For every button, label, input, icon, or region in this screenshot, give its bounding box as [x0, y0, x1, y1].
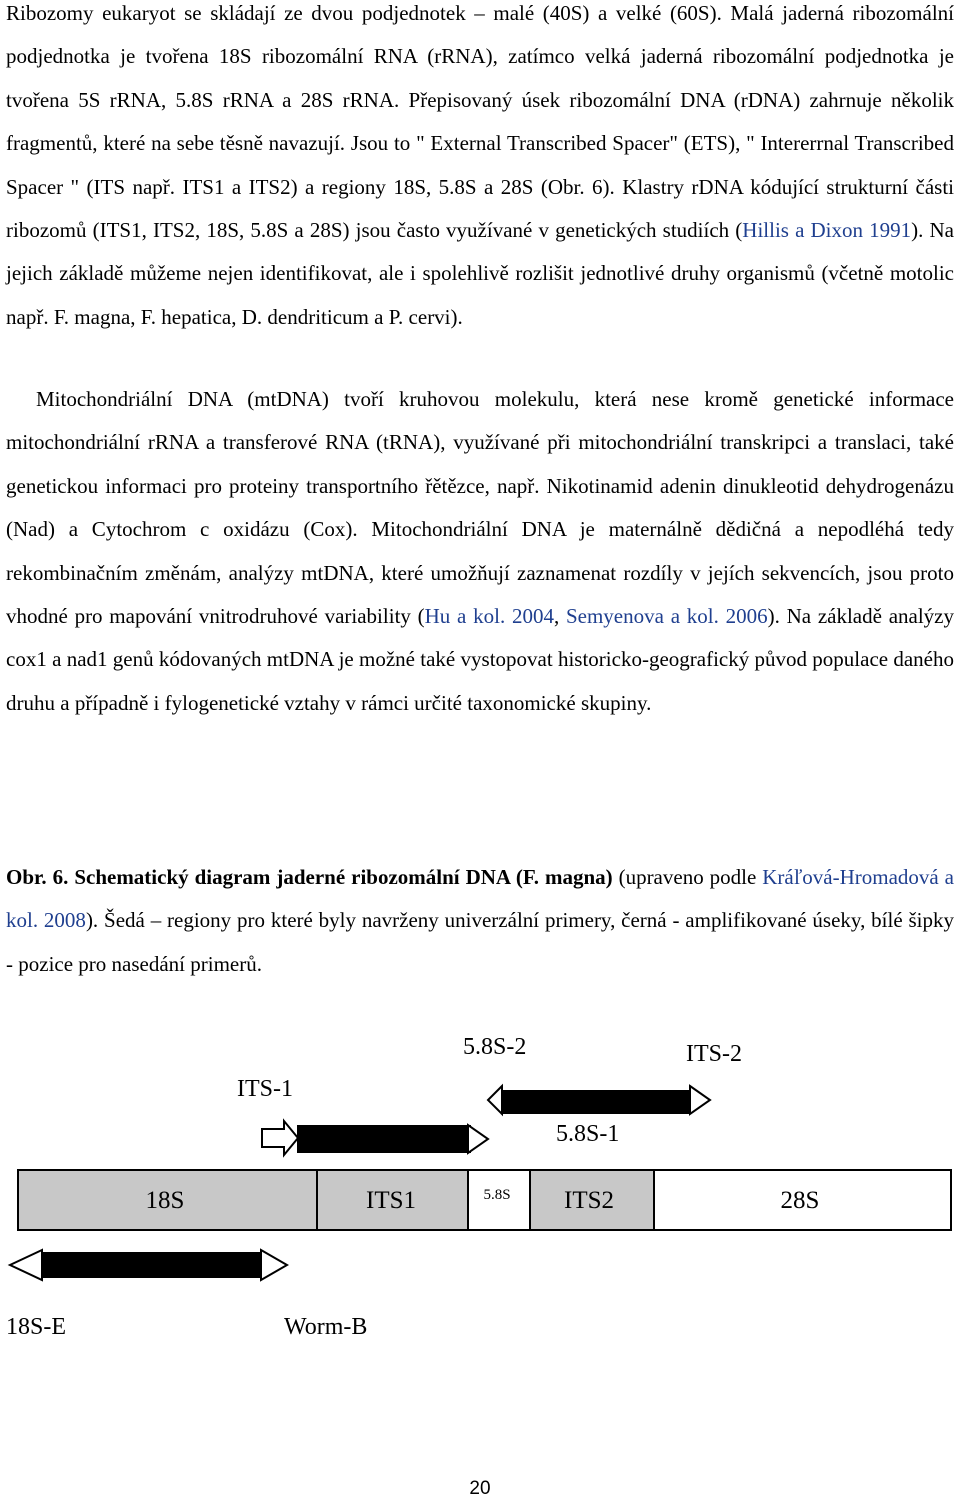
region-label-28s: 28S — [780, 1187, 820, 1214]
paragraph-text: Mitochondriální DNA (mtDNA) tvoří kruhovou molekulu, která nese kromě genetické informace mitochondriální rRNA a transferové RNA (tRNA), využívané při mitochondriální transkripci a translaci, také genetickou informaci pro proteiny transportního řětězce, např. Nikotinamid adenin dinukleotid dehydrogenázu (Nad) a Cytochrom c oxidázu (Cox). Mitochondriální DNA je maternálně dědičná a nepodléhá tedy rekombinačním změnám, analýzy mtDNA, které umožňují zaznamenat rozdíly v jejích sekvencích, jsou proto vhodné pro mapování vnitrodruhové variability ( — [6, 387, 954, 629]
caption-text: (upraveno podle — [612, 865, 763, 889]
primer-label-58s2: 5.8S-2 — [463, 1034, 527, 1060]
citation-link[interactable]: Kráľová-Hromadová a kol. 2008 — [6, 865, 954, 933]
primer-arrow-wormb-icon — [261, 1250, 287, 1280]
region-label-its1: ITS1 — [366, 1187, 416, 1214]
primer-label-its1: ITS-1 — [237, 1076, 293, 1102]
region-label-its2: ITS2 — [564, 1187, 614, 1214]
region-label-58s: 5.8S — [483, 1187, 511, 1203]
page-number: 20 — [469, 1478, 491, 1499]
primer-arrow-its1-icon — [262, 1121, 298, 1155]
citation-link[interactable]: Hillis a Dixon 1991 — [742, 218, 912, 243]
amplified-segment-its2 — [502, 1090, 690, 1114]
region-label-18s: 18S — [145, 1187, 185, 1214]
primer-label-18se: 18S-E — [6, 1314, 66, 1340]
citation-link[interactable]: Hu a kol. 2004 — [424, 604, 554, 629]
primer-label-58s1: 5.8S-1 — [556, 1121, 620, 1147]
figure-caption — [6, 856, 954, 986]
primer-label-wormb: Worm-B — [284, 1314, 368, 1340]
primer-arrow-its2-icon — [690, 1086, 710, 1114]
caption-text: ). Šedá – regiony pro které byly navrženy univerzální primery, černá - amplifikované úseky, bílé šipky - pozice pro nasedání primerů. — [6, 908, 954, 976]
paragraph-ribosomes — [6, 0, 954, 339]
paragraph-text: ). Na základě analýzy cox1 a nad1 genů kódovaných mtDNA je možné také vystopovat historicko-geografický původ populace daného druhu a případně i fylogenetické vztahy v rámci určité taxonomické skupiny. — [6, 604, 954, 715]
paragraph-mtdna — [6, 378, 954, 725]
separator: , — [553, 604, 566, 629]
primer-arrow-58s1-icon — [468, 1125, 488, 1153]
amplified-segment-18s — [42, 1252, 261, 1278]
amplified-segment-its1 — [297, 1125, 471, 1153]
caption-title: Schematický diagram jaderné ribozomální DNA (F. magna) — [74, 865, 613, 889]
primer-label-its2: ITS-2 — [686, 1041, 742, 1067]
primer-arrow-18se-icon — [10, 1250, 42, 1280]
rdna-diagram — [0, 1010, 960, 1350]
citation-link[interactable]: Semyenova a kol. 2006 — [565, 604, 768, 629]
paragraph-text: Ribozomy eukaryot se skládají ze dvou podjednotek – malé (40S) a velké (60S). Malá jaderná ribozomální podjednotka je tvořena 18S ribozomální RNA (rRNA), zatímco velká jaderná ribozomální podjednotka je tvořena 5S rRNA, 5.8S rRNA a 28S rRNA. Přepisovaný úsek ribozomální DNA (rDNA) zahrnuje několik fragmentů, které na sebe těsně navazují. Jsou to " External Transcribed Spacer" (ETS), " Intererrnal Transcribed Spacer " (ITS např. ITS1 a ITS2) a regiony 18S, 5.8S a 28S (Obr. 6). Klastry rDNA kódující strukturní části ribozomů (ITS1, ITS2, 18S, 5.8S a 28S) jsou často využívané v genetických studiích ( — [6, 1, 954, 243]
caption-label: Obr. 6. — [6, 865, 69, 889]
primer-arrow-58s2-icon — [488, 1086, 502, 1114]
paragraph-text: ). Na jejich základě můžeme nejen identifikovat, ale i spolehlivě rozlišit jednotlivé druhy organismů (včetně motolic např. F. magna, F. hepatica, D. dendriticum a P. cervi). — [6, 218, 954, 329]
